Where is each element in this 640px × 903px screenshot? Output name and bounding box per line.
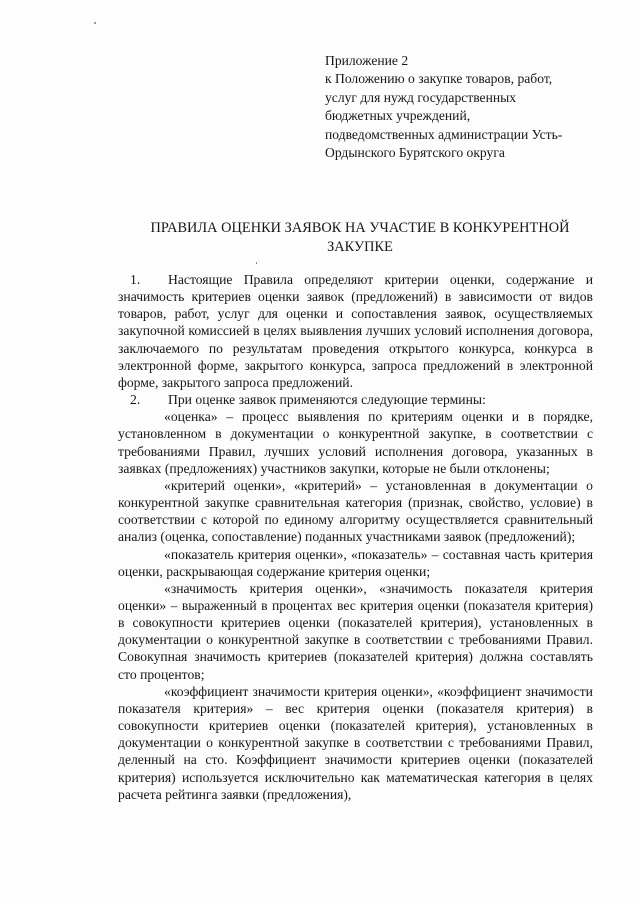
term-definition: «критерий оценки», «критерий» – установленная в документации о конкурентной закупке сравнительная категория (признак, свойство, условие) в соответствии с которой по единому алгоритму осуществляется сравнительный анализ (оценка, сопоставление) поданных участниками заявок (предложений); — [118, 477, 593, 545]
document-title — [110, 219, 610, 257]
title-line-2: ЗАКУПКЕ — [327, 239, 393, 255]
appendix-line: к Положению о закупке товаров, работ, — [325, 71, 553, 87]
appendix-line: Ордынского Бурятского округа — [325, 145, 505, 161]
appendix-line: услуг для нужд государственных — [325, 89, 517, 105]
scan-speck — [94, 22, 96, 24]
appendix-line: Приложение 2 — [325, 53, 409, 68]
title-line-1: ПРАВИЛА ОЦЕНКИ ЗАЯВОК НА УЧАСТИЕ В КОНКУРЕНТНОЙ — [150, 220, 570, 236]
term-definition: «оценка» – процесс выявления по критериям оценки и в порядке, установленном в документации о конкурентной закупке, в соответствии с требованиями Правил, лучших условий исполнения договора, указанных в заявках (предложениях) участников закупки, которые не были отклонены; — [118, 409, 593, 476]
appendix-line: подведомственных администрации Усть- — [325, 126, 563, 142]
appendix-line: бюджетных учреждений, — [325, 108, 471, 124]
document-body — [118, 271, 593, 803]
paragraph-item-2 — [118, 391, 593, 408]
paragraph-item-1 — [118, 271, 593, 391]
item-number: 1. — [130, 272, 141, 287]
item-text: Настоящие Правила определяют критерии оценки, содержание и значимость критериев оценки заявок (предложений) в зависимости от видов товаров, работ, услуг для оценки и сопоставления заявок, осуществляемых закупочной комиссией в целях выявления лучших условий исполнения договора, заключаемого по результатам проведения открытого конкурса, конкурса в электронной форме, закрытого конкурса, запроса предложений в электронной форме, закрытого запроса предложений. — [118, 272, 593, 390]
term-definition: «коэффициент значимости критерия оценки», «коэффициент значимости показателя критерия» – вес критерия оценки (показателя критерия) в совокупности критериев оценки (показателей критерия), установленных в документации о конкурентной закупке в соответствии с требованиями Правил, деленный на сто. Коэффициент значимости критериев оценки (показателей критерия) используется исключительно как математическая категория в целях расчета рейтинга заявки (предложения), — [118, 683, 593, 802]
item-text: При оценке заявок применяются следующие термины: — [168, 392, 486, 408]
appendix-header — [325, 52, 625, 162]
scan-speck — [256, 262, 257, 264]
item-number: 2. — [130, 392, 141, 408]
term-definition: «значимость критерия оценки», «значимость показателя критерия оценки» – выраженный в процентах вес критерия оценки (показателя критерия) в совокупности критериев оценки (показателей критерия), установленных в документации о конкурентной закупке в соответствии с требованиями Правил. Совокупная значимость критериев (показателей критерия) должна составлять сто процентов; — [118, 580, 593, 682]
term-definition: «показатель критерия оценки», «показатель» – составная часть критерия оценки, раскрывающая содержание критерия оценки; — [118, 546, 593, 579]
